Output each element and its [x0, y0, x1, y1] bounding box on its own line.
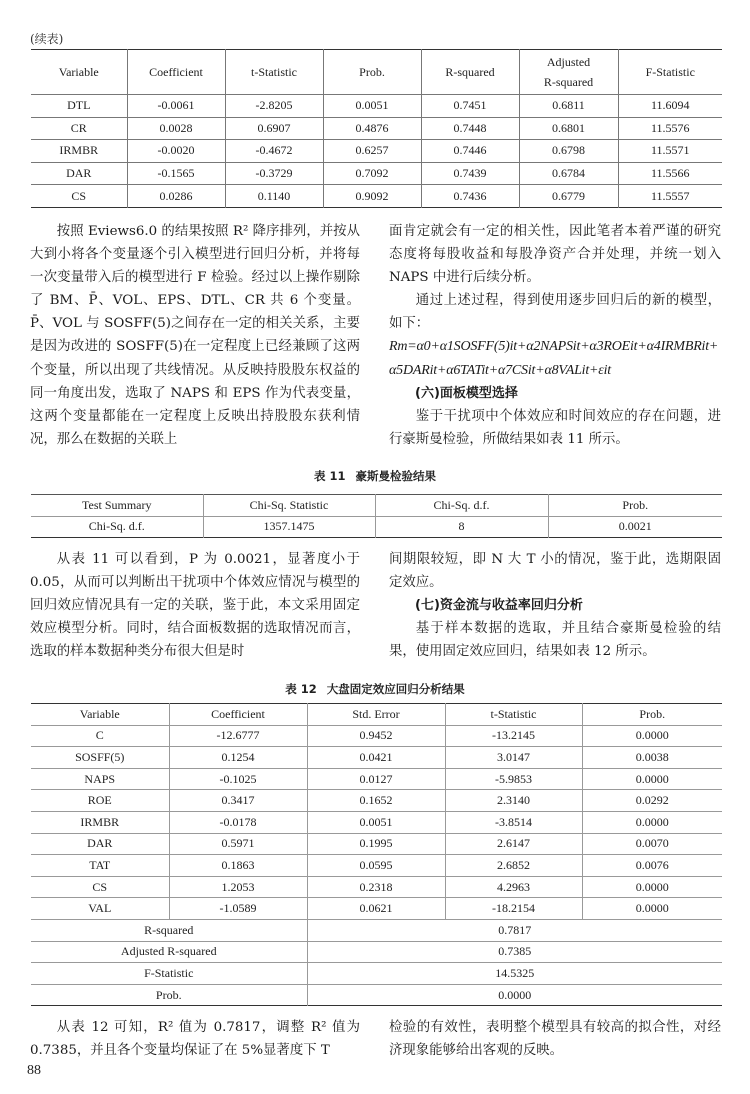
header-variable: Variable — [31, 704, 169, 726]
cell: Chi-Sq. d.f. — [88, 519, 145, 534]
cell: 0.6784 — [519, 162, 618, 185]
header-variable: Variable — [31, 50, 127, 95]
paragraph: 鉴于干扰项中个体效应和时间效应的存在问题，进行豪斯曼检验，所做结果如表 11 所示。 — [389, 408, 721, 447]
cell: 3.0147 — [445, 747, 582, 769]
table-row — [31, 876, 722, 898]
summary-label: R-squared — [31, 919, 307, 941]
header-coefficient: Coefficient — [169, 704, 307, 726]
header-chi-sq-df: Chi-Sq. d.f. — [375, 495, 548, 517]
cell: DAR — [31, 162, 127, 185]
cell: 0.0051 — [323, 95, 421, 118]
cell: 1.2053 — [169, 876, 307, 898]
paragraph: 基于样本数据的选取，并且结合豪斯曼检验的结果，使用固定效应回归，结果如表 12 所示。 — [389, 621, 721, 660]
cell: -3.8514 — [445, 811, 582, 833]
table-row — [31, 185, 722, 208]
summary-label: Prob. — [155, 987, 182, 1002]
cell: 0.6779 — [519, 185, 618, 208]
table-11-title: 豪斯曼检验结果 — [355, 469, 436, 483]
header-adjusted-r-squared — [519, 50, 618, 95]
cell: 0.1652 — [307, 790, 445, 812]
cell: 0.9452 — [307, 725, 445, 747]
body-text-right-1 — [389, 220, 721, 451]
table-row — [31, 833, 722, 855]
cell: -12.6777 — [169, 725, 307, 747]
cell: 0.7448 — [421, 117, 519, 140]
header-t-statistic: t-Statistic — [445, 704, 582, 726]
cell: -0.0178 — [169, 811, 307, 833]
cell: 0.0038 — [582, 747, 722, 769]
paragraph: 面肯定就会有一定的相关性，因此笔者本着严谨的研究态度将每股收益和每股净资产合并处理，并统一划入 NAPS 中进行后续分析。 — [389, 224, 721, 286]
cell: 0.6801 — [519, 117, 618, 140]
cell: 0.9092 — [323, 185, 421, 208]
table-row — [31, 768, 722, 790]
summary-value: 0.7817 — [307, 919, 722, 941]
cell: 0.0621 — [307, 898, 445, 920]
cell: -13.2145 — [445, 725, 582, 747]
paragraph: 检验的有效性，表明整个模型具有较高的拟合性，对经济现象能够给出客观的反映。 — [389, 1020, 721, 1059]
table-row — [31, 811, 722, 833]
cell: 11.5557 — [618, 185, 722, 208]
table-12-title: 大盘固定效应回归分析结果 — [326, 682, 465, 696]
cell: 2.6147 — [445, 833, 582, 855]
cell: CS — [31, 876, 169, 898]
continued-table-label: (续表) — [30, 32, 64, 46]
body-text-left-3 — [30, 1016, 360, 1062]
summary-row — [31, 984, 722, 1006]
cell: 11.5571 — [618, 140, 722, 163]
cell: NAPS — [31, 768, 169, 790]
cell: 8 — [375, 516, 548, 538]
section-heading-regression: (七)资金流与收益率回归分析 — [415, 598, 583, 614]
cell: 11.5576 — [618, 117, 722, 140]
cell: -5.9853 — [445, 768, 582, 790]
cell: 0.0051 — [307, 811, 445, 833]
cell: IRMBR — [31, 811, 169, 833]
cell: 0.0595 — [307, 855, 445, 877]
cell: 0.0292 — [582, 790, 722, 812]
cell: 4.2963 — [445, 876, 582, 898]
table-11-caption — [0, 468, 750, 484]
cell: -0.1025 — [169, 768, 307, 790]
cell: TAT — [31, 855, 169, 877]
cell: 0.0021 — [548, 516, 722, 538]
table-row — [31, 117, 722, 140]
cell: 0.0286 — [127, 185, 225, 208]
body-text-right-2 — [389, 548, 721, 663]
paragraph: 通过上述过程，得到使用逐步回归后的新的模型，如下： — [389, 293, 721, 332]
cell: 0.0000 — [582, 811, 722, 833]
header-t-statistic: t-Statistic — [225, 50, 323, 95]
cell: C — [31, 725, 169, 747]
summary-value: 14.5325 — [307, 963, 722, 985]
summary-row — [31, 963, 722, 985]
cell: 0.6257 — [323, 140, 421, 163]
header-test-summary: Test Summary — [31, 495, 203, 517]
cell: 0.0421 — [307, 747, 445, 769]
body-text-left-1 — [30, 220, 360, 451]
cell: -0.3729 — [225, 162, 323, 185]
cell: 0.5971 — [169, 833, 307, 855]
paragraph: 从表 12 可知，R² 值为 0.7817，调整 R² 值为 0.7385，并且各个变量均保证了在 5%显著度下 T — [30, 1020, 360, 1059]
cell: 0.0000 — [582, 725, 722, 747]
cell: IRMBR — [31, 140, 127, 163]
body-text-right-3 — [389, 1016, 721, 1062]
cell: SOSFF(5) — [31, 747, 169, 769]
cell: 0.3417 — [169, 790, 307, 812]
table-row — [31, 790, 722, 812]
header-chi-sq-statistic: Chi-Sq. Statistic — [203, 495, 375, 517]
table-12-caption — [0, 681, 750, 697]
table-row — [31, 747, 722, 769]
cell: ROE — [31, 790, 169, 812]
table-row — [31, 898, 722, 920]
cell: 11.5566 — [618, 162, 722, 185]
cell: -18.2154 — [445, 898, 582, 920]
cell: 0.0000 — [582, 768, 722, 790]
cell: 0.1140 — [225, 185, 323, 208]
cell: 0.6811 — [519, 95, 618, 118]
table-row — [31, 140, 722, 163]
cell: 2.3140 — [445, 790, 582, 812]
cell: 0.2318 — [307, 876, 445, 898]
header-std-error: Std. Error — [307, 704, 445, 726]
cell: 0.1995 — [307, 833, 445, 855]
summary-row — [31, 919, 722, 941]
regression-results-table-continued — [31, 49, 722, 208]
cell: 0.7436 — [421, 185, 519, 208]
cell: 0.7446 — [421, 140, 519, 163]
fixed-effects-regression-table — [31, 703, 722, 1006]
summary-value: 0.7385 — [307, 941, 722, 963]
cell: 0.7451 — [421, 95, 519, 118]
summary-value: 0.0000 — [307, 984, 722, 1006]
table-header-row — [31, 704, 722, 726]
table-row — [31, 95, 722, 118]
header-r-squared: R-squared — [421, 50, 519, 95]
header-f-statistic: F-Statistic — [618, 50, 722, 95]
header-prob: Prob. — [548, 495, 722, 517]
cell: 0.1863 — [169, 855, 307, 877]
cell: 0.0127 — [307, 768, 445, 790]
cell: 0.0000 — [582, 898, 722, 920]
cell: 0.7092 — [323, 162, 421, 185]
body-text-left-2 — [30, 548, 360, 663]
cell: 2.6852 — [445, 855, 582, 877]
cell: DAR — [31, 833, 169, 855]
header-prob: Prob. — [582, 704, 722, 726]
cell: 0.0070 — [582, 833, 722, 855]
paragraph: 从表 11 可以看到，P 为 0.0021，显著度小于 0.05，从而可以判断出干扰项中个体效应情况与模型的回归效应情况具有一定的关联，鉴于此，本文采用固定效应模型分析。同时，结合面板数据的选取情况而言，选取的样本数据种类分布很大但是时 — [30, 552, 360, 660]
table-header-row — [31, 50, 722, 95]
header-adjusted-line2: R-squared — [543, 75, 594, 89]
model-equation-line-1: Rm=α0+α1SOSFF(5)it+α2NAPSit+α3ROEit+α4IRMBRit+ — [389, 339, 719, 355]
table-row — [31, 725, 722, 747]
table-row — [31, 516, 722, 538]
cell: 0.7439 — [421, 162, 519, 185]
cell: -0.0020 — [127, 140, 225, 163]
cell: -2.8205 — [225, 95, 323, 118]
cell: -0.0061 — [127, 95, 225, 118]
summary-label: F-Statistic — [31, 963, 307, 985]
model-equation-line-2: α5DARit+α6TATit+α7CSit+α8VALit+εit — [389, 362, 611, 378]
cell: 0.0000 — [582, 876, 722, 898]
hausman-test-table — [31, 494, 722, 538]
table-12-number: 表 12 — [285, 682, 317, 696]
table-row — [31, 855, 722, 877]
table-11-number: 表 11 — [313, 469, 346, 483]
cell: VAL — [31, 898, 169, 920]
cell: -0.4672 — [225, 140, 323, 163]
cell: DTL — [31, 95, 127, 118]
cell: 0.0028 — [127, 117, 225, 140]
cell: 0.6907 — [225, 117, 323, 140]
cell: 1357.1475 — [203, 516, 375, 538]
header-coefficient: Coefficient — [127, 50, 225, 95]
summary-label: Adjusted R-squared — [31, 941, 307, 963]
table-row — [31, 162, 722, 185]
cell: 0.0076 — [582, 855, 722, 877]
table-header-row — [31, 495, 722, 517]
cell: 0.6798 — [519, 140, 618, 163]
cell: 0.1254 — [169, 747, 307, 769]
section-heading-panel-model: (六)面板模型选择 — [415, 385, 518, 401]
cell: 11.6094 — [618, 95, 722, 118]
header-adjusted-line1: Adjusted — [546, 55, 591, 69]
page-number: 88 — [27, 1063, 41, 1078]
cell: CS — [71, 188, 87, 203]
cell: 0.4876 — [323, 117, 421, 140]
cell: -0.1565 — [127, 162, 225, 185]
cell: CR — [31, 117, 127, 140]
paragraph: 间期限较短，即 N 大 T 小的情况，鉴于此，选期限固定效应。 — [389, 552, 721, 591]
summary-row — [31, 941, 722, 963]
header-prob: Prob. — [323, 50, 421, 95]
paragraph: 按照 Eviews6.0 的结果按照 R² 降序排列，并按从大到小将各个变量逐个引入模型进行回归分析，并将每一次变量带入后的模型进行 F 检验。经过以上操作剔除了 BM、P̄、VOL、EPS、DTL、CR 共 6 个变量。P̄、VOL 与 SOSFF(5)之间存在一定的相关关系，主要是因为改进的 SOSFF(5)在一定程度上已经兼顾了这两个变量，所以出现了共线情况。从反映持股股东权益的同一角度出发，选取了 NAPS 和 EPS 作为代表变量，这两个变量都能在一定程度上反映出持股股东获利情况，那么在数据的关联上 — [30, 224, 360, 447]
cell: -1.0589 — [169, 898, 307, 920]
